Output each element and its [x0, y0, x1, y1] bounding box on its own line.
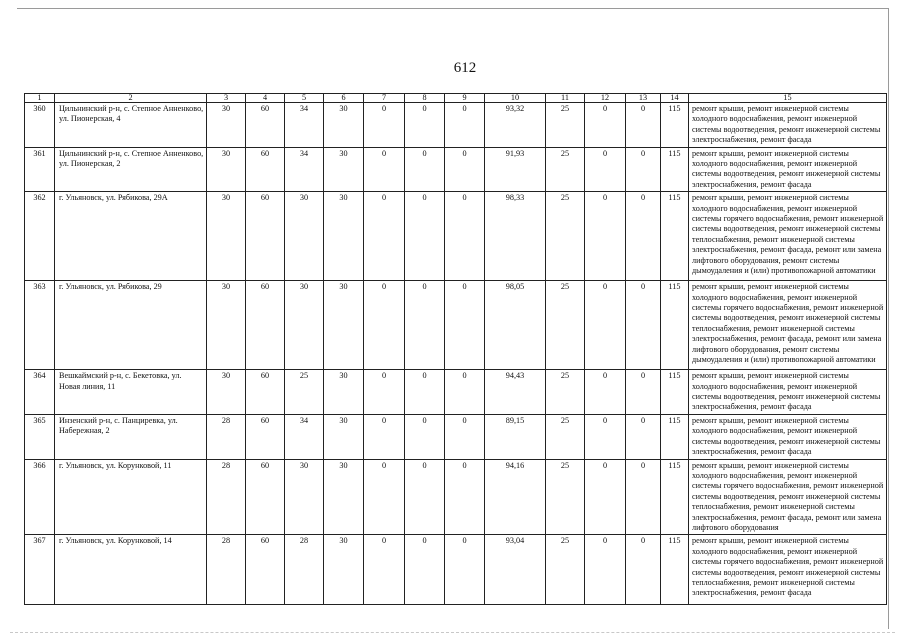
value-cell: 0 [585, 459, 626, 535]
address-cell: г. Ульяновск, ул. Корунковой, 11 [55, 459, 207, 535]
value-cell: 0 [445, 459, 485, 535]
value-cell: 0 [364, 535, 405, 605]
value-cell: 93,32 [485, 103, 546, 148]
row-number-cell: 361 [25, 147, 55, 192]
value-cell: 115 [661, 414, 689, 459]
table-row [25, 414, 887, 459]
value-cell: 0 [405, 414, 445, 459]
value-cell: 60 [246, 459, 285, 535]
table-row [25, 459, 887, 535]
value-cell: 30 [207, 103, 246, 148]
value-cell: 0 [626, 147, 661, 192]
address-cell: Инзенский р-н, с. Панциревка, ул. Набережная, 2 [55, 414, 207, 459]
value-cell: 0 [405, 370, 445, 415]
value-cell: 25 [546, 281, 585, 370]
value-cell: 0 [626, 535, 661, 605]
value-cell: 0 [445, 370, 485, 415]
value-cell: 30 [285, 281, 324, 370]
value-cell: 28 [207, 535, 246, 605]
header-cell: 7 [364, 94, 405, 103]
works-list-cell: ремонт крыши, ремонт инженерной системы холодного водоснабжения, ремонт инженерной системы водоотведения, ремонт инженерной системы электроснабжения, ремонт фасада [689, 147, 887, 192]
header-cell: 6 [324, 94, 364, 103]
value-cell: 25 [546, 103, 585, 148]
header-row [25, 94, 887, 103]
header-cell: 15 [689, 94, 887, 103]
header-cell: 4 [246, 94, 285, 103]
value-cell: 30 [324, 459, 364, 535]
works-list-cell: ремонт крыши, ремонт инженерной системы холодного водоснабжения, ремонт инженерной системы водоотведения, ремонт инженерной системы электроснабжения, ремонт фасада [689, 370, 887, 415]
value-cell: 30 [285, 459, 324, 535]
table-row [25, 281, 887, 370]
header-cell: 10 [485, 94, 546, 103]
value-cell: 28 [207, 459, 246, 535]
table-row [25, 192, 887, 281]
value-cell: 0 [405, 281, 445, 370]
row-number-cell: 360 [25, 103, 55, 148]
value-cell: 0 [585, 103, 626, 148]
value-cell: 60 [246, 414, 285, 459]
value-cell: 0 [626, 103, 661, 148]
value-cell: 30 [324, 281, 364, 370]
value-cell: 60 [246, 147, 285, 192]
header-cell: 2 [55, 94, 207, 103]
value-cell: 0 [364, 147, 405, 192]
value-cell: 0 [405, 535, 445, 605]
row-number-cell: 363 [25, 281, 55, 370]
header-cell: 1 [25, 94, 55, 103]
value-cell: 30 [324, 192, 364, 281]
row-number-cell: 364 [25, 370, 55, 415]
table-row [25, 147, 887, 192]
value-cell: 91,93 [485, 147, 546, 192]
value-cell: 0 [626, 459, 661, 535]
value-cell: 30 [324, 535, 364, 605]
value-cell: 94,16 [485, 459, 546, 535]
value-cell: 25 [546, 192, 585, 281]
header-cell: 11 [546, 94, 585, 103]
header-cell: 9 [445, 94, 485, 103]
value-cell: 0 [626, 192, 661, 281]
header-cell: 5 [285, 94, 324, 103]
value-cell: 25 [546, 414, 585, 459]
value-cell: 115 [661, 192, 689, 281]
address-cell: г. Ульяновск, ул. Рябикова, 29А [55, 192, 207, 281]
value-cell: 115 [661, 459, 689, 535]
address-cell: Цильнинский р-н, с. Степное Анненково, ул. Пионерская, 2 [55, 147, 207, 192]
value-cell: 30 [324, 414, 364, 459]
address-cell: г. Ульяновск, ул. Корунковой, 14 [55, 535, 207, 605]
address-cell: г. Ульяновск, ул. Рябикова, 29 [55, 281, 207, 370]
value-cell: 0 [445, 192, 485, 281]
value-cell: 34 [285, 147, 324, 192]
table-body [25, 103, 887, 605]
value-cell: 0 [405, 103, 445, 148]
value-cell: 0 [585, 370, 626, 415]
value-cell: 30 [207, 370, 246, 415]
table-row [25, 370, 887, 415]
header-cell: 8 [405, 94, 445, 103]
value-cell: 30 [207, 281, 246, 370]
value-cell: 94,43 [485, 370, 546, 415]
table-row [25, 535, 887, 605]
header-cell: 14 [661, 94, 689, 103]
page-number: 612 [453, 60, 477, 76]
value-cell: 0 [626, 281, 661, 370]
value-cell: 30 [285, 192, 324, 281]
value-cell: 34 [285, 103, 324, 148]
works-list-cell: ремонт крыши, ремонт инженерной системы холодного водоснабжения, ремонт инженерной системы горячего водоснабжения, ремонт инженерной системы водоотведения, ремонт инженерной системы теплоснабжения, ремонт инженерной системы электроснабжения, ремонт фасада [689, 535, 887, 605]
value-cell: 30 [324, 147, 364, 192]
value-cell: 115 [661, 535, 689, 605]
works-list-cell: ремонт крыши, ремонт инженерной системы холодного водоснабжения, ремонт инженерной системы водоотведения, ремонт инженерной системы электроснабжения, ремонт фасада [689, 414, 887, 459]
value-cell: 0 [445, 535, 485, 605]
value-cell: 0 [445, 281, 485, 370]
header-cell: 3 [207, 94, 246, 103]
works-list-cell: ремонт крыши, ремонт инженерной системы холодного водоснабжения, ремонт инженерной системы горячего водоснабжения, ремонт инженерной системы водоотведения, ремонт инженерной системы теплоснабжения, ремонт инженерной системы электроснабжения, ремонт фасада, ремонт или замена лифтового оборудования [689, 459, 887, 535]
table-row [25, 103, 887, 148]
value-cell: 25 [546, 459, 585, 535]
value-cell: 115 [661, 147, 689, 192]
address-cell: Вешкаймский р-н, с. Бекетовка, ул. Новая линия, 11 [55, 370, 207, 415]
repair-schedule-table [24, 93, 887, 605]
value-cell: 89,15 [485, 414, 546, 459]
value-cell: 98,05 [485, 281, 546, 370]
value-cell: 30 [207, 192, 246, 281]
value-cell: 60 [246, 370, 285, 415]
value-cell: 25 [546, 370, 585, 415]
value-cell: 30 [324, 103, 364, 148]
scan-edge-line [10, 632, 895, 634]
value-cell: 28 [285, 535, 324, 605]
value-cell: 115 [661, 370, 689, 415]
address-cell: Цильнинский р-н, с. Степное Анненково, ул. Пионерская, 4 [55, 103, 207, 148]
value-cell: 0 [405, 192, 445, 281]
value-cell: 0 [445, 414, 485, 459]
row-number-cell: 362 [25, 192, 55, 281]
value-cell: 115 [661, 281, 689, 370]
row-number-cell: 366 [25, 459, 55, 535]
value-cell: 0 [364, 414, 405, 459]
value-cell: 0 [364, 192, 405, 281]
value-cell: 0 [364, 281, 405, 370]
header-cell: 12 [585, 94, 626, 103]
value-cell: 0 [445, 147, 485, 192]
value-cell: 98,33 [485, 192, 546, 281]
value-cell: 0 [626, 370, 661, 415]
value-cell: 0 [626, 414, 661, 459]
works-list-cell: ремонт крыши, ремонт инженерной системы холодного водоснабжения, ремонт инженерной системы горячего водоснабжения, ремонт инженерной системы водоотведения, ремонт инженерной системы теплоснабжения, ремонт инженерной системы электроснабжения, ремонт фасада, ремонт или замена лифтового оборудования, ремонт системы дымоудаления и (или) противопожарной автоматики [689, 192, 887, 281]
value-cell: 30 [324, 370, 364, 415]
value-cell: 25 [546, 147, 585, 192]
value-cell: 0 [585, 281, 626, 370]
value-cell: 25 [285, 370, 324, 415]
works-list-cell: ремонт крыши, ремонт инженерной системы холодного водоснабжения, ремонт инженерной системы горячего водоснабжения, ремонт инженерной системы водоотведения, ремонт инженерной системы теплоснабжения, ремонт инженерной системы электроснабжения, ремонт фасада, ремонт или замена лифтового оборудования, ремонт системы дымоудаления и (или) противопожарной автоматики [689, 281, 887, 370]
value-cell: 0 [585, 414, 626, 459]
works-list-cell: ремонт крыши, ремонт инженерной системы холодного водоснабжения, ремонт инженерной системы водоотведения, ремонт инженерной системы электроснабжения, ремонт фасада [689, 103, 887, 148]
value-cell: 25 [546, 535, 585, 605]
value-cell: 0 [405, 147, 445, 192]
value-cell: 0 [405, 459, 445, 535]
value-cell: 30 [207, 147, 246, 192]
header-cell: 13 [626, 94, 661, 103]
value-cell: 0 [364, 459, 405, 535]
row-number-cell: 365 [25, 414, 55, 459]
value-cell: 0 [585, 192, 626, 281]
value-cell: 0 [585, 535, 626, 605]
value-cell: 60 [246, 281, 285, 370]
value-cell: 28 [207, 414, 246, 459]
value-cell: 93,04 [485, 535, 546, 605]
value-cell: 60 [246, 535, 285, 605]
value-cell: 0 [364, 370, 405, 415]
value-cell: 60 [246, 192, 285, 281]
value-cell: 0 [585, 147, 626, 192]
row-number-cell: 367 [25, 535, 55, 605]
value-cell: 115 [661, 103, 689, 148]
value-cell: 60 [246, 103, 285, 148]
value-cell: 34 [285, 414, 324, 459]
value-cell: 0 [445, 103, 485, 148]
value-cell: 0 [364, 103, 405, 148]
